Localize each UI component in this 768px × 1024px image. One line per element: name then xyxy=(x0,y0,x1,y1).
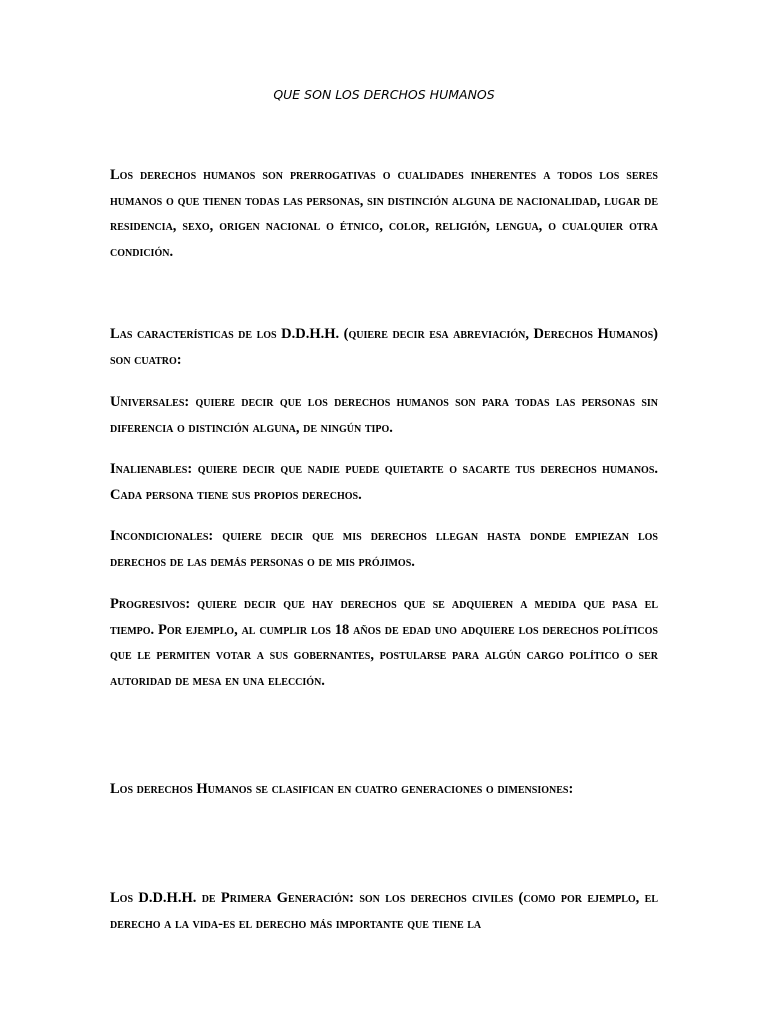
paragraph-characteristics-intro: Las características de los D.D.H.H. (quiere decir esa abreviación, Derechos Humanos) son cuatro: xyxy=(110,326,658,368)
paragraph-inalienables: Inalienables: quiere decir que nadie puede quietarte o sacarte tus derechos humanos. Cada persona tiene sus propios derechos. xyxy=(110,461,658,503)
paragraph-incondicionales: Incondicionales: quiere decir que mis derechos llegan hasta donde empiezan los derechos de las demás personas o de mis prójimos. xyxy=(110,528,658,570)
document-title: QUE SON LOS DERCHOS HUMANOS xyxy=(273,87,495,102)
paragraph-first-generation: Los D.D.H.H. de Primera Generación: son los derechos civiles (como por ejemplo, el derecho a la vida-es el derecho más importante que tiene la xyxy=(110,890,658,932)
paragraph-definition: Los derechos humanos son prerrogativas o cualidades inherentes a todos los seres humanos o que tienen todas las personas, sin distinción alguna de nacionalidad, lugar de residencia, sexo, origen nacional o étnico, color, religión, lengua, o cualquier otra condición. xyxy=(110,167,658,260)
paragraph-universales: Universales: quiere decir que los derechos humanos son para todas las personas sin diferencia o distinción alguna, de ningún tipo. xyxy=(110,394,658,436)
paragraph-progresivos: Progresivos: quiere decir que hay derechos que se adquieren a medida que pasa el tiempo. Por ejemplo, al cumplir los 18 años de edad uno adquiere los derechos políticos que le permiten votar a sus gobernantes, postularse para algún cargo político o ser autoridad de mesa en una elección. xyxy=(110,596,658,689)
paragraph-classification: Los derechos Humanos se clasifican en cuatro generaciones o dimensiones: xyxy=(110,781,574,797)
